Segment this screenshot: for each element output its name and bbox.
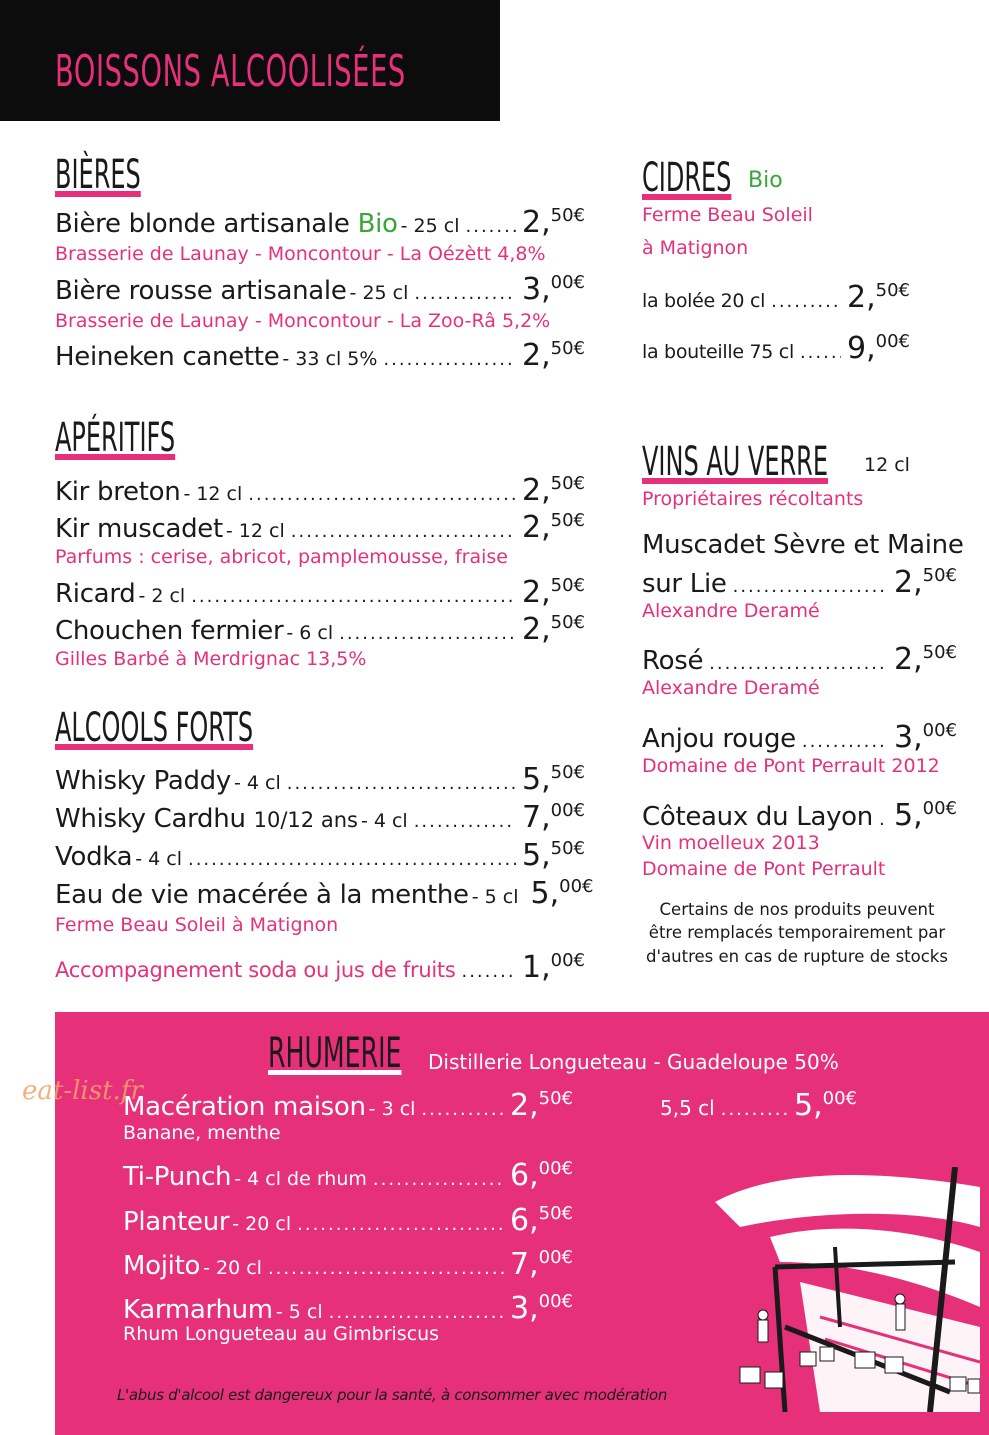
item-price: 2,$^{50€}$ — [847, 280, 910, 315]
leader-dots — [291, 521, 516, 542]
item-price: 2,$^{50€}$ — [522, 473, 585, 508]
section-heading-bieres: BIÈRES — [55, 152, 141, 198]
section-heading-aperitifs: APÉRITIFS — [55, 415, 176, 461]
item-name: Rosé — [642, 646, 704, 676]
leader-dots — [802, 731, 888, 752]
item-name: Côteaux du Layon — [642, 802, 873, 832]
menu-item — [55, 838, 585, 873]
item-price: 2,$^{50€}$ — [894, 565, 957, 600]
item-name: Muscadet Sèvre et Maine — [642, 530, 964, 560]
menu-item — [55, 510, 585, 545]
leader-dots — [248, 484, 516, 505]
bio-label: Bio — [748, 168, 783, 193]
menu-item — [642, 565, 957, 600]
item-quantity: - 4 cl — [233, 772, 281, 794]
item-name: Vodka — [55, 842, 133, 872]
item-quantity: 5,5 cl — [660, 1096, 715, 1120]
item-name: Accompagnement soda ou jus de fruits — [55, 958, 456, 982]
menu-item — [642, 331, 910, 366]
menu-item — [123, 1203, 573, 1238]
rhumerie-section — [55, 1012, 989, 1435]
cidres-location: à Matignon — [642, 237, 749, 259]
leader-dots — [721, 1099, 788, 1120]
item-subtitle: Gilles Barbé à Merdrignac 13,5% — [55, 648, 367, 670]
item-price: 3,$^{00€}$ — [522, 272, 585, 307]
item-name: Chouchen fermier — [55, 616, 284, 646]
section-heading-cidres: CIDRES — [642, 155, 732, 201]
menu-item — [642, 798, 957, 833]
section-heading-vins: VINS AU VERRE — [642, 439, 829, 485]
vins-volume: 12 cl — [864, 454, 910, 476]
item-price: 9,$^{00€}$ — [847, 331, 910, 366]
item-subtitle: Alexandre Deramé — [642, 600, 820, 622]
item-quantity: - 6 cl — [286, 622, 334, 644]
item-price: 2,$^{50€}$ — [522, 205, 585, 240]
item-name: Anjou rouge — [642, 724, 796, 754]
menu-item — [55, 876, 594, 911]
item-subtitle: Parfums : cerise, abricot, pamplemousse, fraise — [55, 546, 508, 568]
leader-dots — [191, 586, 516, 607]
item-quantity: - 12 cl — [183, 483, 243, 505]
item-subtitle: Domaine de Pont Perrault 2012 — [642, 755, 940, 777]
item-quantity: - 25 cl — [349, 282, 409, 304]
menu-item-accompagnement — [55, 950, 585, 985]
menu-item — [55, 473, 585, 508]
item-abv: 5% — [347, 348, 378, 370]
item-price: 2,$^{50€}$ — [522, 338, 585, 373]
item-name: Ricard — [55, 579, 136, 609]
item-subtitle: Alexandre Deramé — [642, 677, 820, 699]
page-title: BOISSONS ALCOOLISÉES — [55, 46, 406, 97]
item-price: 2,$^{50€}$ — [894, 642, 957, 677]
item-price: 2,$^{50€}$ — [510, 1088, 573, 1123]
item-name: sur Lie — [642, 569, 727, 599]
leader-dots — [466, 216, 517, 237]
beach-terrace-illustration — [660, 1167, 980, 1412]
leader-dots — [414, 811, 516, 832]
menu-item — [642, 280, 910, 315]
leader-dots — [339, 623, 516, 644]
leader-dots — [188, 849, 516, 870]
item-name: Kir breton — [55, 477, 181, 507]
menu-item-name-line — [642, 530, 964, 560]
item-subtitle: Rhum Longueteau au Gimbriscus — [123, 1323, 440, 1345]
leader-dots — [800, 342, 841, 363]
menu-item — [123, 1088, 573, 1123]
item-quantity: - 12 cl — [225, 520, 285, 542]
menu-item — [123, 1247, 573, 1282]
item-age: 10/12 ans — [253, 808, 358, 832]
item-quantity: - 4 cl — [360, 810, 408, 832]
item-name: Ti-Punch — [123, 1162, 232, 1192]
item-price: 5,$^{50€}$ — [522, 762, 585, 797]
leader-dots — [287, 773, 516, 794]
item-price: 5,$^{00€}$ — [894, 798, 957, 833]
item-price: 6,$^{50€}$ — [510, 1203, 573, 1238]
item-quantity: - 25 cl — [400, 215, 460, 237]
item-quantity: - 20 cl — [203, 1257, 262, 1279]
item-subtitle: Domaine de Pont Perrault — [642, 858, 886, 880]
item-quantity: - 4 cl de rhum — [234, 1168, 367, 1190]
item-name: Heineken canette — [55, 342, 280, 372]
item-quantity: - 4 cl — [135, 848, 182, 870]
item-quantity: - 5 cl — [275, 1301, 323, 1323]
item-quantity: - 20 cl — [232, 1213, 292, 1235]
leader-dots — [709, 653, 888, 674]
menu-item — [642, 642, 957, 677]
item-name: Whisky Cardhu — [55, 804, 246, 834]
item-quantity: - 33 cl — [282, 348, 342, 370]
menu-item — [55, 205, 585, 240]
item-name: Mojito — [123, 1251, 201, 1281]
menu-item — [55, 575, 585, 610]
item-name: Karmarhum — [123, 1295, 273, 1325]
leader-dots — [414, 283, 516, 304]
health-warning: L'abus d'alcool est dangereux pour la santé, à consommer avec modération — [117, 1386, 668, 1404]
leader-dots — [879, 809, 888, 830]
item-quantity: - 3 cl — [368, 1098, 416, 1120]
item-quantity: - 2 cl — [138, 585, 186, 607]
item-subtitle: Ferme Beau Soleil à Matignon — [55, 914, 339, 936]
item-subtitle: Brasserie de Launay - Moncontour - La Oézètt 4,8% — [55, 243, 546, 265]
leader-dots — [383, 349, 516, 370]
cidres-producer: Ferme Beau Soleil — [642, 204, 813, 226]
item-name: Bière blonde artisanale — [55, 209, 350, 239]
item-name: Planteur — [123, 1207, 230, 1237]
stock-notice: Certains de nos produits peuvent être remplacés temporairement par d'autres en cas de rupture de stocks — [646, 900, 948, 966]
item-name: Whisky Paddy — [55, 766, 231, 796]
menu-item — [55, 272, 585, 307]
item-name: la bouteille 75 cl — [642, 341, 794, 363]
menu-item — [123, 1158, 573, 1193]
item-price: 5,$^{00€}$ — [530, 876, 594, 911]
leader-dots — [373, 1169, 504, 1190]
item-subtitle: Vin moelleux 2013 — [642, 832, 820, 854]
item-subtitle: Brasserie de Launay - Moncontour - La Zoo-Râ 5,2% — [55, 310, 551, 332]
item-price: 3,$^{00€}$ — [510, 1291, 573, 1326]
item-price: 5,$^{50€}$ — [522, 838, 585, 873]
menu-item-alt-size — [657, 1088, 857, 1123]
item-price: 7,$^{00€}$ — [522, 800, 585, 835]
section-heading-alcools-forts: ALCOOLS FORTS — [55, 705, 254, 751]
item-name: Macération maison — [123, 1092, 366, 1122]
item-price: 7,$^{00€}$ — [510, 1247, 573, 1282]
menu-item — [55, 338, 585, 373]
item-price: 3,$^{00€}$ — [894, 720, 957, 755]
menu-item — [55, 800, 585, 835]
item-price: 2,$^{50€}$ — [522, 612, 585, 647]
bio-label: Bio — [357, 209, 398, 239]
item-price: 5,$^{00€}$ — [794, 1088, 857, 1123]
menu-item — [55, 762, 585, 797]
menu-item — [55, 612, 585, 647]
item-price: 2,$^{50€}$ — [522, 510, 585, 545]
item-subtitle: Banane, menthe — [123, 1122, 281, 1144]
item-price: 1,$^{00€}$ — [522, 950, 585, 985]
leader-dots — [733, 576, 888, 597]
leader-dots — [329, 1302, 504, 1323]
leader-dots — [268, 1258, 504, 1279]
leader-dots — [771, 291, 841, 312]
item-price: 6,$^{00€}$ — [510, 1158, 573, 1193]
leader-dots — [421, 1099, 504, 1120]
leader-dots — [297, 1214, 504, 1235]
section-heading-rhumerie: RHUMERIE — [268, 1028, 402, 1077]
menu-item — [123, 1291, 573, 1326]
item-name: la bolée 20 cl — [642, 290, 766, 312]
leader-dots — [461, 961, 516, 982]
item-name: Bière rousse artisanale — [55, 276, 347, 306]
menu-item — [642, 720, 957, 755]
item-name: Kir muscadet — [55, 514, 223, 544]
item-name: Eau de vie macérée à la menthe — [55, 880, 469, 910]
watermark: eat-list.fr — [22, 1076, 143, 1106]
item-price: 2,$^{50€}$ — [522, 575, 585, 610]
vins-subtitle: Propriétaires récoltants — [642, 488, 864, 510]
item-quantity: - 5 cl — [471, 886, 519, 908]
rhumerie-distillery: Distillerie Longueteau - Guadeloupe 50% — [428, 1050, 839, 1074]
